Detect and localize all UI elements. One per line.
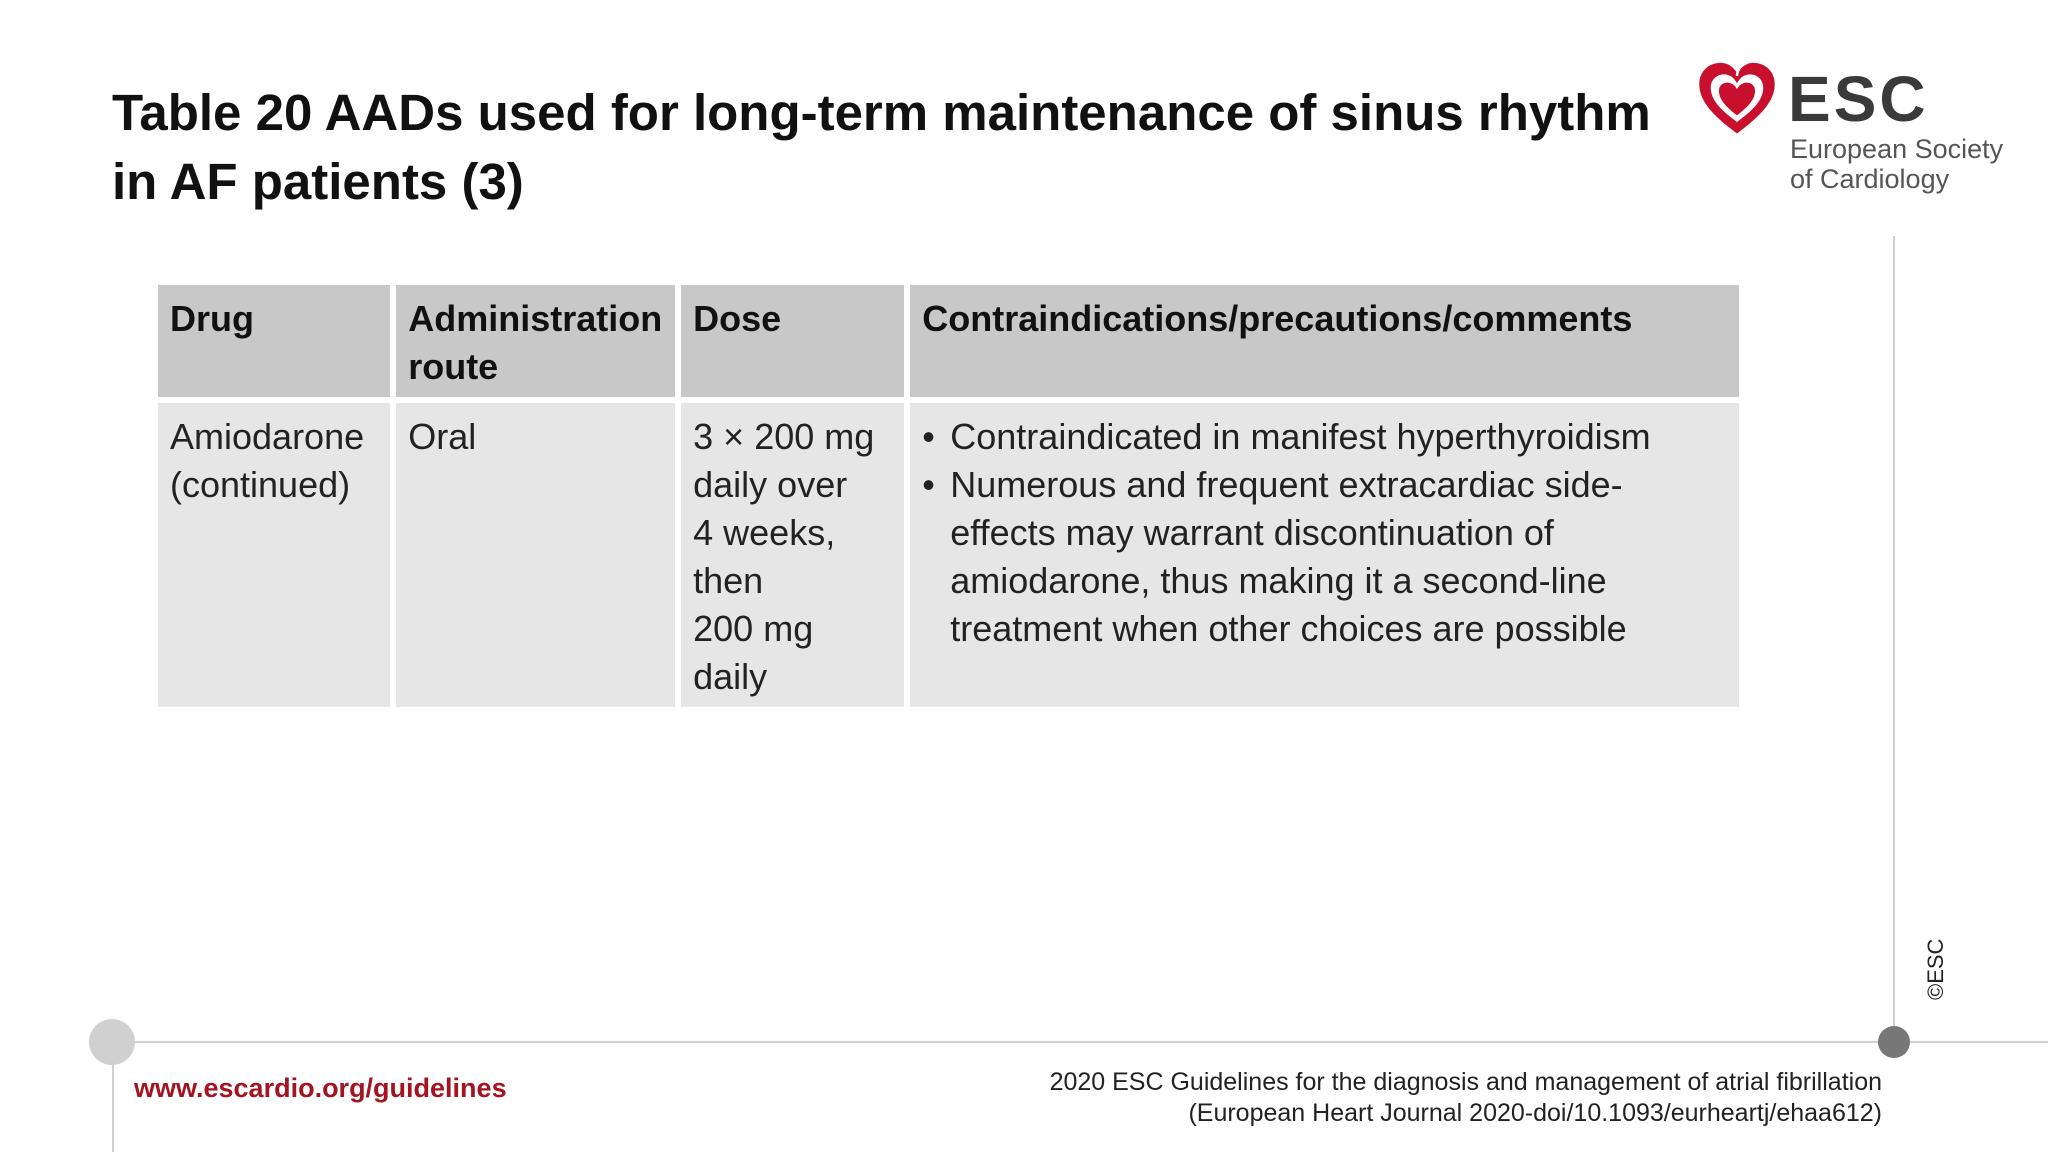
esc-logo <box>1696 56 2004 206</box>
aad-table <box>152 279 1745 713</box>
citation-line2: (European Heart Journal 2020-doi/10.1093/eurheartj/ehaa612) <box>1188 1099 1882 1127</box>
right-divider <box>1893 236 1895 1042</box>
bullet-icon: • <box>922 416 935 457</box>
logo-wordmark: ESC <box>1788 63 1929 135</box>
right-dot-decoration <box>1878 1026 1910 1058</box>
comment-text: Contraindicated in manifest hyperthyroidism <box>950 416 1651 457</box>
bullet-icon: • <box>922 464 935 505</box>
guidelines-link[interactable]: www.escardio.org/guidelines <box>134 1073 507 1103</box>
table-row <box>158 403 1739 707</box>
logo-subtitle <box>1790 134 2003 194</box>
table-header-row <box>158 285 1739 397</box>
comments-list <box>922 413 1727 653</box>
logo-subtitle-line1: European Society <box>1790 134 2004 164</box>
list-item <box>922 461 1727 653</box>
list-item <box>922 413 1727 461</box>
comment-text: Numerous and frequent extracardiac side-effects may warrant discontinuation of amiodarone, thus making it a second-line treatment when other choices are possible <box>950 464 1627 649</box>
header-drug: Drug <box>158 285 390 397</box>
citation-line1: 2020 ESC Guidelines for the diagnosis and management of atrial fibrillation <box>1049 1068 1882 1096</box>
cell-dose: 3 × 200 mg daily over 4 weeks, then 200 mg daily <box>681 403 904 707</box>
header-administration-route: Administration route <box>396 285 675 397</box>
copyright-label: ©ESC <box>1923 938 1948 1000</box>
logo-subtitle-line2: of Cardiology <box>1790 164 1950 194</box>
slide-title: Table 20 AADs used for long-term maintenance of sinus rhythm in AF patients (3) <box>112 84 1651 210</box>
cell-route: Oral <box>396 403 675 707</box>
cell-comments <box>910 403 1739 707</box>
header-dose: Dose <box>681 285 904 397</box>
heart-logo-icon <box>1696 58 1778 140</box>
citation <box>1050 1067 1882 1129</box>
cell-drug: Amiodarone (continued) <box>158 403 390 707</box>
footer-divider <box>112 1041 2048 1043</box>
header-comments: Contraindications/precautions/comments <box>910 285 1739 397</box>
left-dot-decoration <box>89 1019 135 1065</box>
